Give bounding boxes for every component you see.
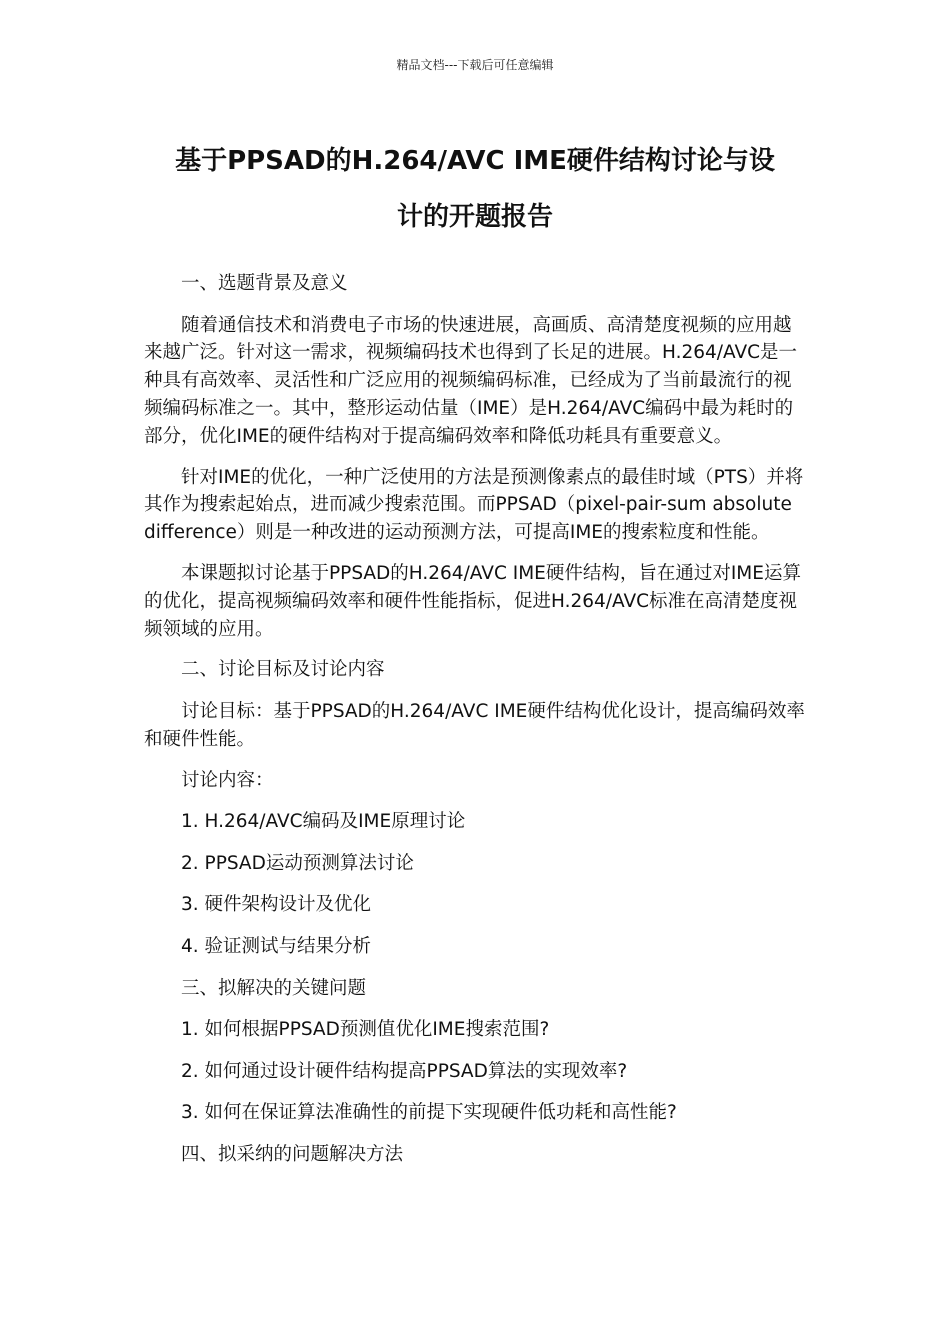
paragraph-background-3: 本课题拟讨论基于PPSAD的H.264/AVC IME硬件结构，旨在通过对IME运算的优化，提高视频编码效率和硬件性能指标，促进H.264/AVC标准在高清楚度视频领域的应用。 [144,562,801,640]
document-title-line-1: 基于PPSAD的H.264/AVC IME硬件结构讨论与设 [175,146,775,176]
list-item-problem-3: 3. 如何在保证算法准确性的前提下实现硬件低功耗和高性能? [181,1102,677,1124]
section-heading-goals: 二、讨论目标及讨论内容 [181,659,385,681]
paragraph-background-1: 随着通信技术和消费电子市场的快速进展，高画质、高清楚度视频的应用越来越广泛。针对这一需求，视频编码技术也得到了长足的进展。H.264/AVC是一种具有高效率、灵活性和广泛应用的视频编码标准，已经成为了当前最流行的视频编码标准之一。其中，整形运动估量（IME）是H.264/AVC编码中最为耗时的部分，优化IME的硬件结构对于提高编码效率和降低功耗具有重要意义。 [144,314,798,447]
header-note: 精品文档---下载后可任意编辑 [396,58,554,72]
list-item-content-4: 4. 验证测试与结果分析 [181,935,372,957]
document-title-line-2: 计的开题报告 [396,202,553,232]
list-item-content-3: 3. 硬件架构设计及优化 [181,894,372,916]
list-item-content-1: 1. H.264/AVC编码及IME原理讨论 [181,811,466,833]
section-heading-key-problems: 三、拟解决的关键问题 [181,977,367,999]
paragraph-content-label: 讨论内容： [181,769,274,791]
document-body [144,270,806,1182]
list-item-problem-1: 1. 如何根据PPSAD预测值优化IME搜索范围? [181,1019,550,1041]
paragraph-goal: 讨论目标：基于PPSAD的H.264/AVC IME硬件结构优化设计，提高编码效率和硬件性能。 [144,700,805,750]
list-item-content-2: 2. PPSAD运动预测算法讨论 [181,852,414,874]
section-heading-methods: 四、拟采纳的问题解决方法 [181,1143,404,1165]
paragraph-background-2: 针对IME的优化，一种广泛使用的方法是预测像素点的最佳时域（PTS）并将其作为搜索起始点，进而减少搜索范围。而PPSAD（pixel-pair-sum absolute difference）则是一种改进的运动预测方法，可提高IME的搜索粒度和性能。 [144,466,804,544]
list-item-problem-2: 2. 如何通过设计硬件结构提高PPSAD算法的实现效率? [181,1060,628,1082]
section-heading-background: 一、选题背景及意义 [181,273,348,294]
